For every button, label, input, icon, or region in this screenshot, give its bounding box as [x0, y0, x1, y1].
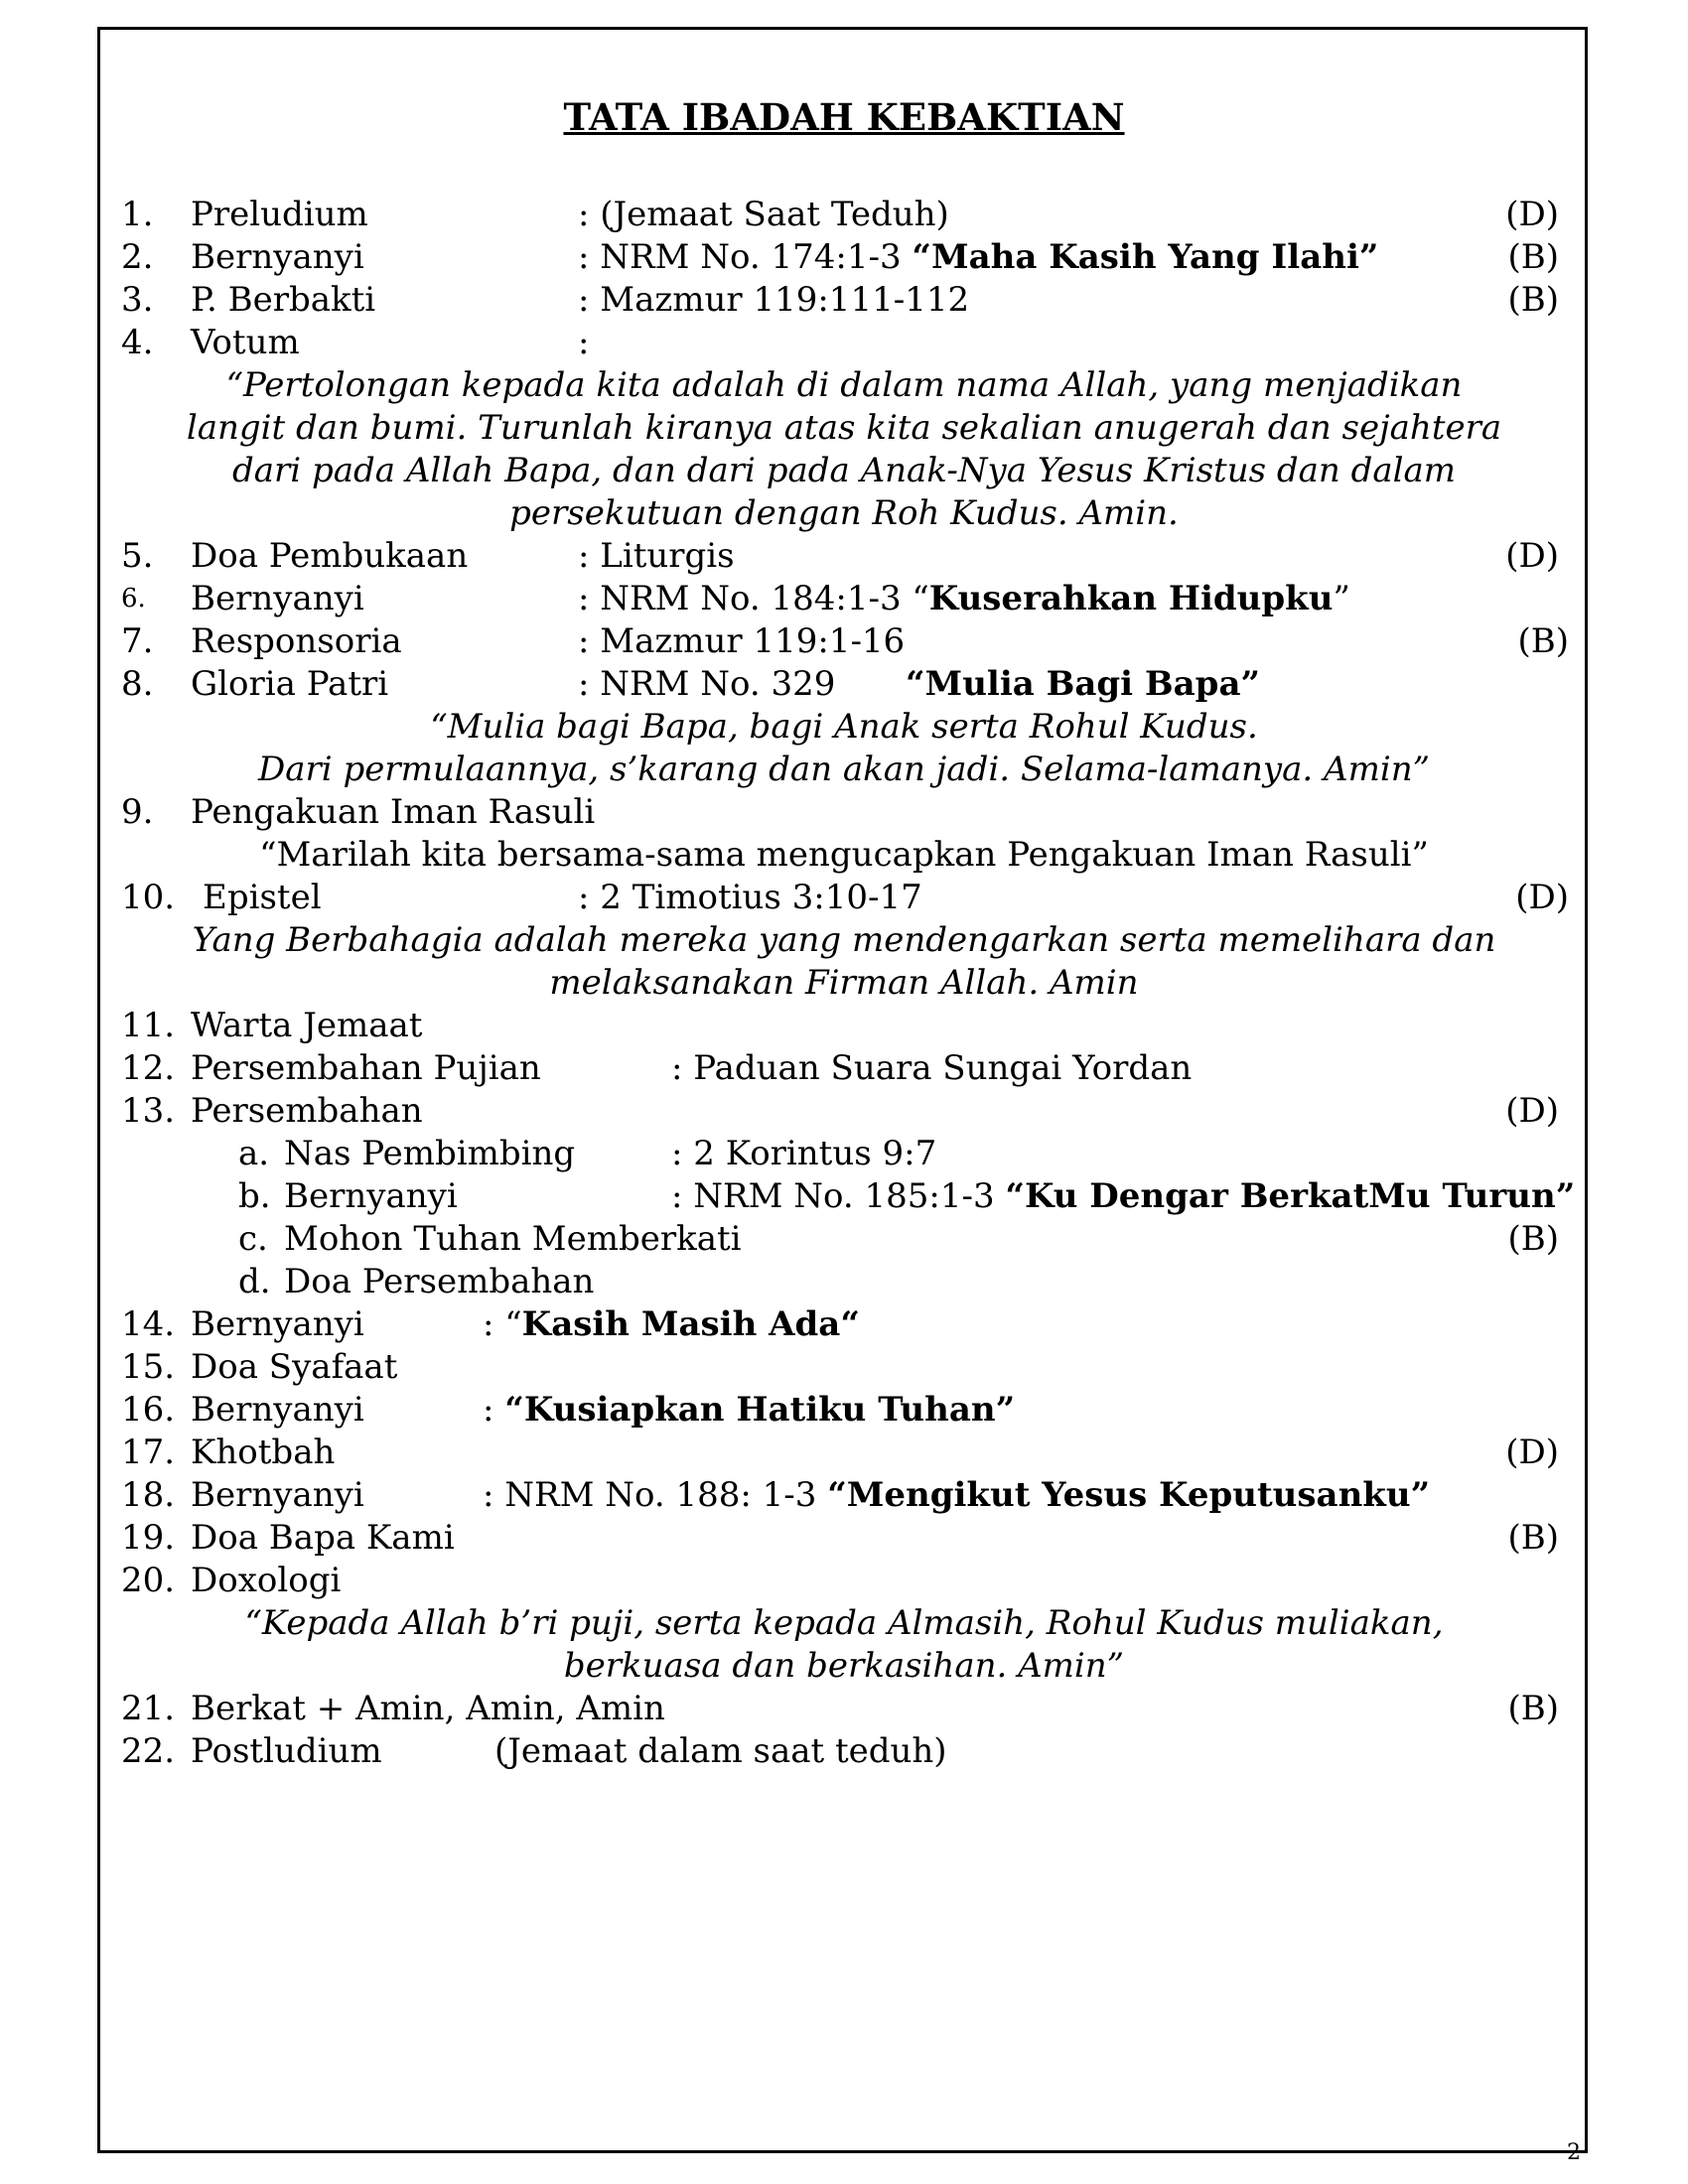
- liturgy-text: melaksanakan Firman Allah. Amin: [549, 963, 1139, 1003]
- item-label: Persembahan Pujian: [191, 1048, 541, 1088]
- item-number: 17.: [121, 1433, 176, 1472]
- song-title: “Mengikut Yesus Keputusanku”: [827, 1475, 1431, 1515]
- item-label: Bernyanyi: [191, 1390, 364, 1430]
- item-value-text: : NRM No. 185:1-3: [671, 1176, 1006, 1216]
- item-value: :: [578, 323, 590, 362]
- item-label: Berkat + Amin, Amin, Amin: [191, 1689, 665, 1728]
- liturgy-text: “Kepada Allah b’ri puji, serta kepada Almasih, Rohul Kudus muliakan,: [244, 1603, 1444, 1643]
- item-number: 16.: [121, 1390, 176, 1430]
- item-value: : (Jemaat Saat Teduh): [578, 195, 949, 234]
- item-value: [578, 578, 1350, 620]
- item-value-text: :: [483, 1390, 505, 1430]
- item-number: 21.: [121, 1689, 176, 1728]
- leader-mark: (B): [1507, 1689, 1559, 1728]
- leader-mark: (B): [1517, 621, 1569, 661]
- item-label: Bernyanyi: [191, 579, 364, 618]
- item-label: Doa Pembukaan: [191, 536, 469, 576]
- sub-item-value: : 2 Korintus 9:7: [671, 1134, 937, 1173]
- item-value-text: : NRM No. 188: 1-3: [483, 1475, 828, 1515]
- item-label: Pengakuan Iman Rasuli: [191, 792, 596, 832]
- leader-mark: (B): [1507, 237, 1559, 277]
- item-number: 15.: [121, 1347, 176, 1387]
- liturgy-text: “Marilah kita bersama-sama mengucapkan Pengakuan Iman Rasuli”: [259, 835, 1429, 875]
- item-number: 12.: [121, 1048, 176, 1088]
- liturgy-text: “Pertolongan kepada kita adalah di dalam nama Allah, yang menjadikan: [225, 365, 1463, 405]
- item-value: : NRM No. 329: [578, 664, 836, 704]
- sub-item-letter: c.: [238, 1219, 268, 1259]
- item-number: 20.: [121, 1561, 176, 1600]
- leader-mark: (B): [1507, 1219, 1559, 1259]
- item-label: Persembahan: [191, 1091, 423, 1131]
- item-value: : Liturgis: [578, 536, 735, 576]
- item-number: 8.: [121, 664, 154, 704]
- item-value: : Mazmur 119:111-112: [578, 280, 970, 320]
- item-value: (Jemaat dalam saat teduh): [494, 1731, 947, 1771]
- item-label: Responsoria: [191, 621, 402, 661]
- liturgy-text: langit dan bumi. Turunlah kiranya atas kita sekalian anugerah dan sejahtera: [186, 408, 1502, 448]
- leader-mark: (B): [1507, 1518, 1559, 1558]
- liturgy-text: persekutuan dengan Roh Kudus. Amin.: [509, 493, 1179, 533]
- item-number: 18.: [121, 1475, 176, 1515]
- item-label: Gloria Patri: [191, 664, 389, 704]
- item-number: 9.: [121, 792, 154, 832]
- song-title: “Mulia Bagi Bapa”: [906, 664, 1261, 704]
- song-title: Kuserahkan Hidupku: [928, 579, 1334, 618]
- liturgy-text: berkuasa dan berkasihan. Amin”: [563, 1646, 1125, 1686]
- item-value: : Mazmur 119:1-16: [578, 621, 906, 661]
- item-value-text: : NRM No. 184:1-3 “: [578, 579, 929, 618]
- leader-mark: (D): [1505, 1091, 1559, 1131]
- item-value: : Paduan Suara Sungai Yordan: [671, 1048, 1193, 1088]
- song-title: “Kusiapkan Hatiku Tuhan”: [504, 1390, 1016, 1430]
- item-number: 10.: [121, 878, 176, 917]
- sub-item-label: Bernyanyi: [284, 1176, 458, 1216]
- item-number: 14.: [121, 1304, 176, 1344]
- item-number: 5.: [121, 536, 154, 576]
- liturgy-text: Yang Berbahagia adalah mereka yang mendengarkan serta memelihara dan: [192, 920, 1496, 960]
- item-number: 7.: [121, 621, 154, 661]
- item-number: 19.: [121, 1518, 176, 1558]
- item-label: Bernyanyi: [191, 1475, 364, 1515]
- item-label: P. Berbakti: [191, 280, 376, 320]
- sub-item-label: Doa Persembahan: [284, 1262, 595, 1301]
- item-number: 11.: [121, 1006, 176, 1045]
- item-value: [483, 1303, 860, 1346]
- item-label: Doa Bapa Kami: [191, 1518, 455, 1558]
- item-value-text: : NRM No. 174:1-3: [578, 237, 913, 277]
- item-label: Doxologi: [191, 1561, 342, 1600]
- sub-item-label: Nas Pembimbing: [284, 1134, 576, 1173]
- page-title: TATA IBADAH KEBAKTIAN: [563, 95, 1125, 139]
- item-value: [483, 1389, 1015, 1432]
- item-number: 2.: [121, 237, 154, 277]
- item-number: 13.: [121, 1091, 176, 1131]
- item-value: : 2 Timotius 3:10-17: [578, 878, 922, 917]
- item-label: Preludium: [191, 195, 368, 234]
- leader-mark: (D): [1505, 195, 1559, 234]
- item-label: Bernyanyi: [191, 237, 364, 277]
- item-label: Postludium: [191, 1731, 382, 1771]
- item-number: 4.: [121, 323, 154, 362]
- item-number: 22.: [121, 1731, 176, 1771]
- sub-item-letter: a.: [238, 1134, 270, 1173]
- item-label: Doa Syafaat: [191, 1347, 398, 1387]
- sub-item-letter: b.: [238, 1176, 271, 1216]
- page-number: 2: [1567, 2140, 1581, 2165]
- leader-mark: (D): [1505, 1433, 1559, 1472]
- song-title: “Maha Kasih Yang Ilahi”: [912, 237, 1379, 277]
- item-label: Votum: [191, 323, 300, 362]
- leader-mark: (D): [1515, 878, 1569, 917]
- liturgy-text: “Mulia bagi Bapa, bagi Anak serta Rohul Kudus.: [430, 707, 1258, 747]
- item-number: 1.: [121, 195, 154, 234]
- item-label: Bernyanyi: [191, 1304, 364, 1344]
- item-label: Epistel: [203, 878, 322, 917]
- leader-mark: (D): [1505, 536, 1559, 576]
- sub-item-letter: d.: [238, 1262, 271, 1301]
- quote-mark: ”: [1333, 579, 1350, 618]
- liturgy-text: dari pada Allah Bapa, dan dari pada Anak-Nya Yesus Kristus dan dalam: [231, 451, 1457, 490]
- liturgy-text: Dari permulaannya, s’karang dan akan jadi. Selama-lamanya. Amin”: [258, 750, 1430, 789]
- sub-item-value: [671, 1175, 1575, 1218]
- leader-mark: (B): [1507, 280, 1559, 320]
- item-value: [483, 1474, 1430, 1517]
- item-value: [578, 236, 1378, 279]
- item-value-text: : “: [483, 1304, 522, 1344]
- song-title: “Ku Dengar BerkatMu Turun”: [1005, 1176, 1576, 1216]
- sub-item-label: Mohon Tuhan Memberkati: [284, 1219, 742, 1259]
- item-number: 3.: [121, 280, 154, 320]
- item-label: Khotbah: [191, 1433, 336, 1472]
- song-title: Kasih Masih Ada“: [521, 1304, 860, 1344]
- item-number: 6.: [121, 584, 146, 614]
- item-label: Warta Jemaat: [191, 1006, 423, 1045]
